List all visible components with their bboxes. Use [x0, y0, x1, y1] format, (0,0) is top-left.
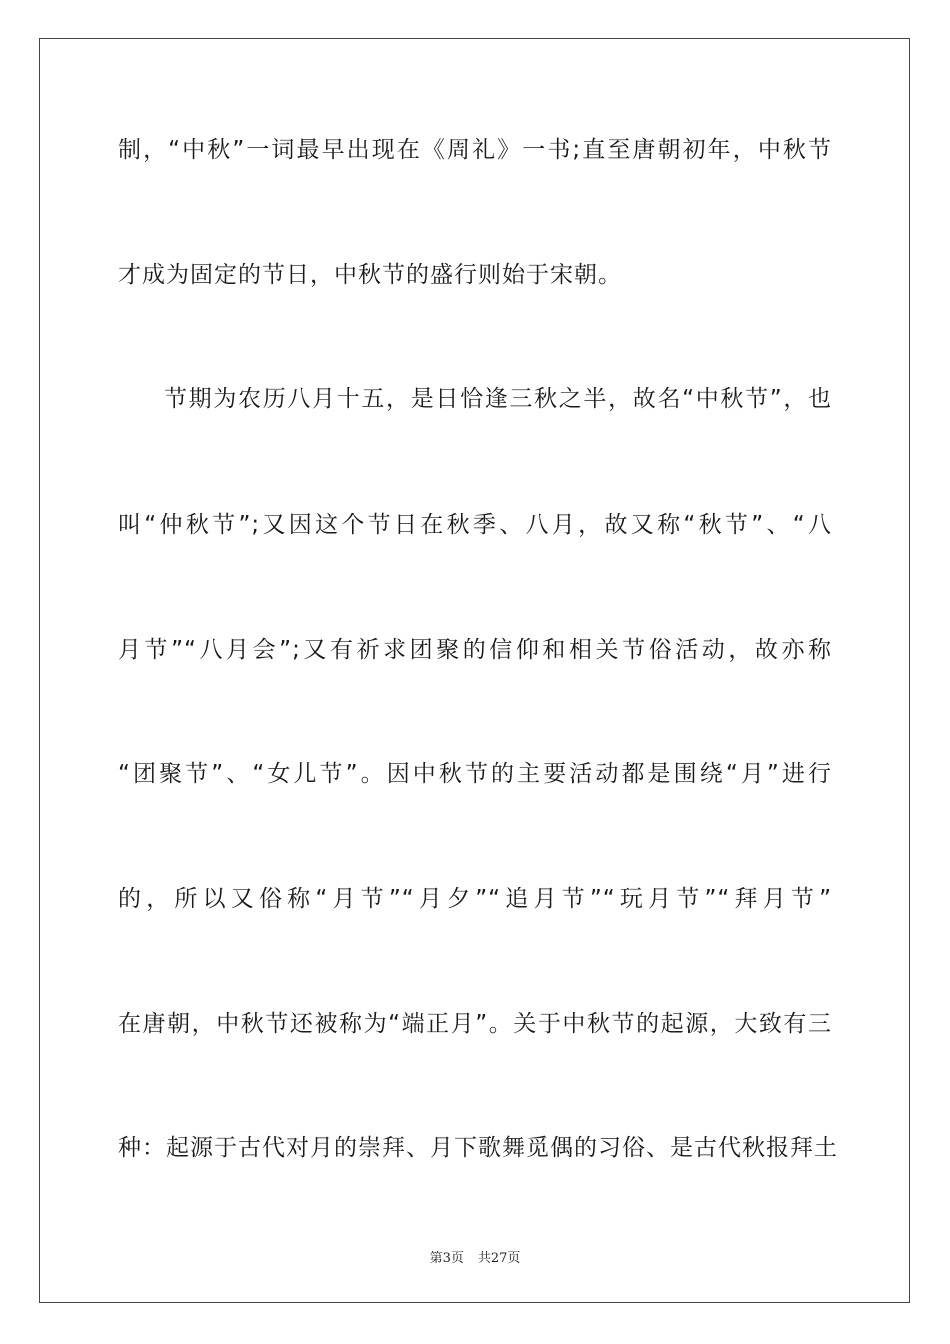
- body-line: “团聚节”、“女儿节”。因中秋节的主要活动都是围绕“月”进行: [118, 761, 832, 787]
- page-border: [39, 38, 910, 1303]
- body-line: 叫“仲秋节”;又因这个节日在秋季、八月，故又称“秋节”、“八: [118, 512, 832, 538]
- body-line: 制，“中秋”一词最早出现在《周礼》一书;直至唐朝初年，中秋节: [118, 137, 832, 163]
- body-line: 月节”“八月会”;又有祈求团聚的信仰和相关节俗活动，故亦称: [118, 637, 832, 663]
- page-footer: [0, 1247, 950, 1266]
- paragraph-first-line: 节期为农历八月十五，是日恰逢三秋之半，故名“中秋节”，也: [164, 386, 832, 412]
- body-line: 种：起源于古代对月的崇拜、月下歌舞觅偶的习俗、是古代秋报拜土: [118, 1135, 838, 1161]
- body-line: 才成为固定的节日，中秋节的盛行则始于宋朝。: [118, 262, 622, 288]
- page-total: 共27页: [477, 1251, 521, 1266]
- page-number: 第3页: [429, 1251, 464, 1266]
- body-line: 的，所以又俗称“月节”“月夕”“追月节”“玩月节”“拜月节”: [118, 886, 832, 912]
- body-line: 在唐朝，中秋节还被称为“端正月”。关于中秋节的起源，大致有三: [118, 1011, 832, 1037]
